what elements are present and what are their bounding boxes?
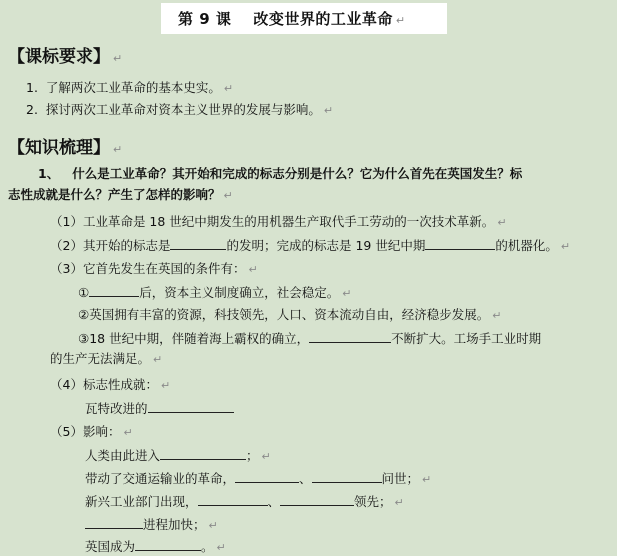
paragraph-mark-icon: ↵ [123, 426, 133, 439]
blank-condition-1 [89, 284, 139, 297]
question-line-2: 志性成就是什么？产生了怎样的影响？ ↵ [8, 187, 233, 202]
blank-process [85, 516, 143, 529]
blank-britain-status [135, 538, 201, 551]
paragraph-mark-icon: ↵ [153, 353, 163, 366]
page-title [178, 8, 406, 29]
point-5: （5）影响： ↵ [50, 424, 133, 439]
paragraph-mark-icon: ↵ [248, 263, 258, 276]
paragraph-mark-icon: ↵ [223, 189, 233, 202]
paragraph-mark-icon: ↵ [560, 240, 571, 253]
point-3-item-3-cont: 的生产无法满足。 ↵ [50, 351, 163, 366]
point-5-item-2: 带动了交通运输业的革命， 、 问世； ↵ [85, 471, 432, 486]
point-5-item-3: 新兴工业部门出现， 、 领先； ↵ [85, 494, 404, 509]
point-1: （1）工业革命是 18 世纪中期发生的用机器生产取代手工劳动的一次技术革新。 ↵ [50, 214, 507, 229]
point-2: （2）其开始的标志是 的发明；完成的标志是 19 世纪中期 的机器化。 ↵ [50, 238, 571, 253]
point-3-item-3: ③18 世纪中期，伴随着海上霸权的确立， 不断扩大。工场手工业时期 [78, 331, 542, 346]
blank-complete-mechanization [425, 237, 495, 250]
knowledge-heading: 【知识梳理】 ↵ [8, 138, 123, 158]
paragraph-mark-icon: ↵ [422, 473, 432, 486]
point-5-item-4: 进程加快； ↵ [85, 516, 218, 534]
requirements-heading: 【课标要求】 ↵ [8, 47, 123, 67]
blank-transport-2 [312, 470, 382, 483]
paragraph-mark-icon: ↵ [497, 216, 507, 229]
requirement-item-1: 1. 了解两次工业革命的基本史实。 ↵ [26, 80, 234, 95]
blank-start-invention [170, 237, 226, 250]
point-4: （4）标志性成就： ↵ [50, 377, 171, 392]
lesson-number: 第 9 课 [178, 10, 232, 28]
point-3-item-2: ②英国拥有丰富的资源，科技领先，人口、资本流动自由，经济稳步发展。 ↵ [78, 307, 502, 322]
point-5-item-1: 人类由此进入 ； ↵ [85, 448, 271, 463]
blank-industry-1 [198, 493, 268, 506]
point-5-item-5: 英国成为 。 ↵ [85, 539, 226, 554]
paragraph-mark-icon: ↵ [323, 104, 334, 117]
paragraph-mark-icon: ↵ [216, 541, 226, 554]
point-4-item-1: 瓦特改进的 [85, 400, 234, 417]
paragraph-mark-icon: ↵ [342, 287, 352, 300]
paragraph-mark-icon: ↵ [160, 379, 171, 392]
lesson-name: 改变世界的工业革命 [253, 10, 393, 28]
blank-market [309, 330, 391, 343]
paragraph-mark-icon: ↵ [394, 496, 404, 509]
paragraph-mark-icon: ↵ [492, 309, 502, 322]
paragraph-mark-icon: ↵ [395, 14, 406, 27]
paragraph-mark-icon: ↵ [113, 143, 123, 156]
blank-era [160, 447, 246, 460]
requirement-item-2: 2. 探讨两次工业革命对资本主义世界的发展与影响。 ↵ [26, 102, 334, 117]
blank-industry-2 [280, 493, 354, 506]
question-line-1: 1、 什么是工业革命？其开始和完成的标志分别是什么？它为什么首先在英国发生？标 [38, 166, 523, 181]
blank-watt-invention [148, 400, 234, 413]
blank-transport-1 [235, 470, 299, 483]
point-3: （3）它首先发生在英国的条件有： ↵ [50, 261, 258, 276]
paragraph-mark-icon: ↵ [261, 450, 271, 463]
paragraph-mark-icon: ↵ [113, 52, 123, 65]
paragraph-mark-icon: ↵ [208, 519, 218, 532]
point-3-item-1: ① 后，资本主义制度确立，社会稳定。 ↵ [78, 285, 352, 300]
paragraph-mark-icon: ↵ [223, 82, 234, 95]
